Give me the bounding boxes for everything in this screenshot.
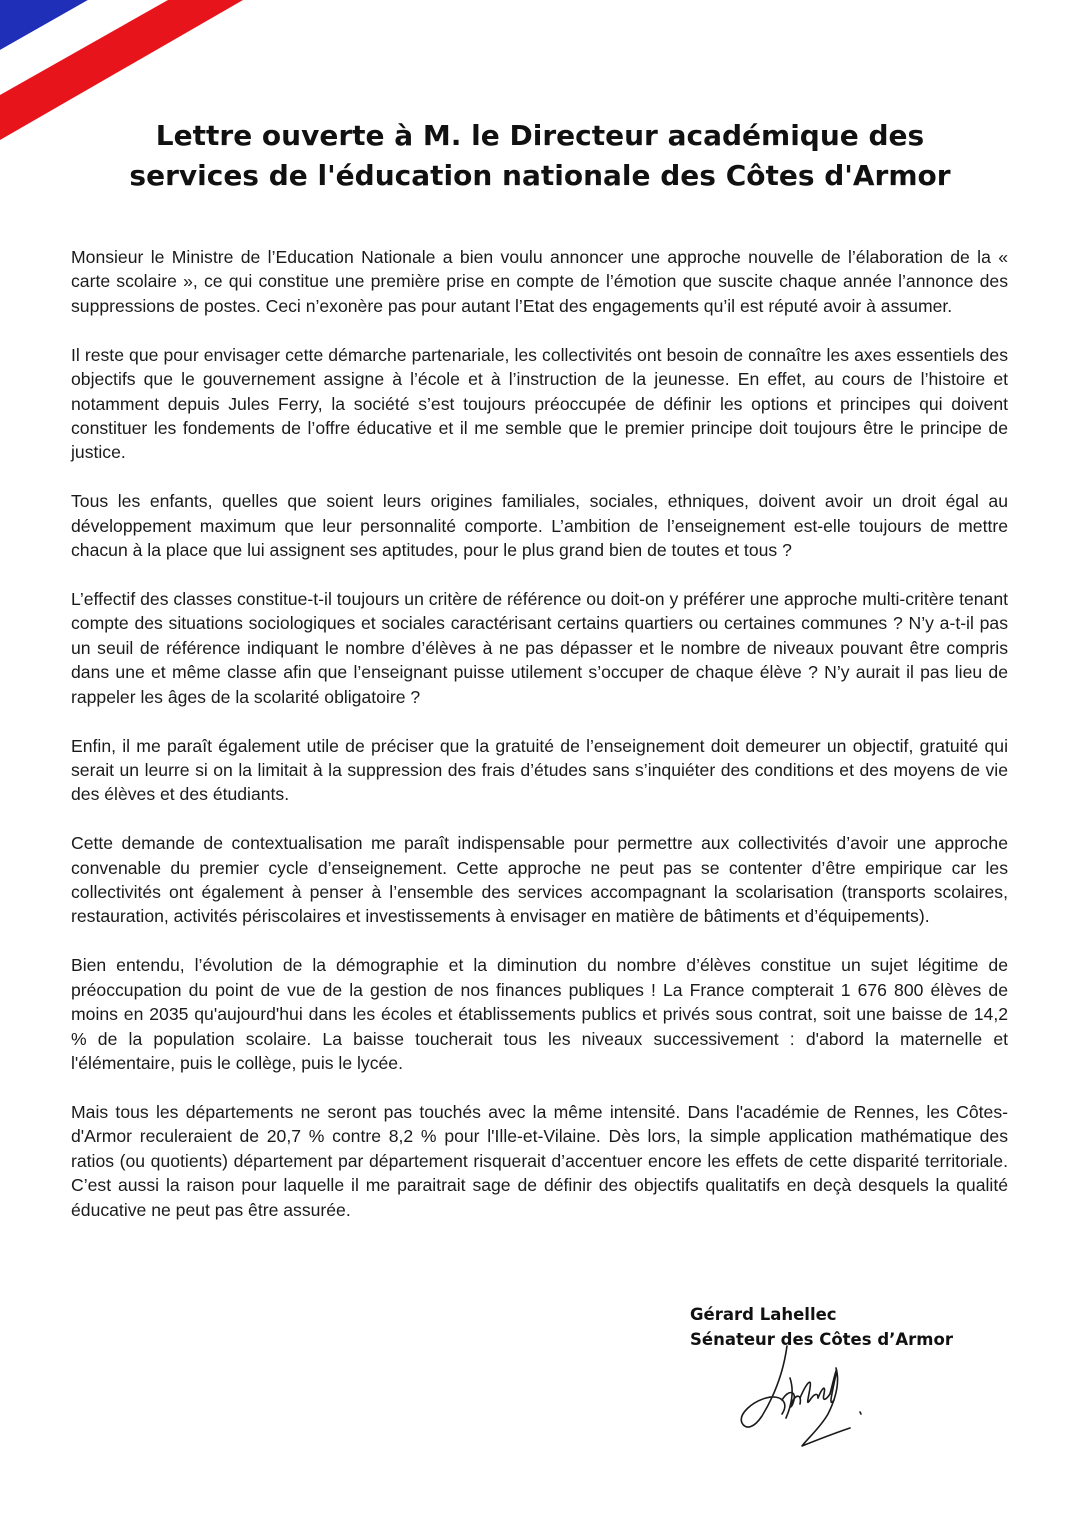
paragraph-1: Monsieur le Ministre de l’Education Nationale a bien voulu annoncer une approche nouvelle de l’élaboration de la « carte scolaire », ce qui constitue une première prise en compte de l’émotion que suscite chaque année l’annonce des suppressions de postes. Ceci n’exonère pas pour autant l’Etat des engagements qu’il est réputé avoir à assumer.	[71, 247, 1008, 316]
paragraph-5: Enfin, il me paraît également utile de préciser que la gratuité de l’enseignement doit demeurer un objectif, gratuité qui serait un leurre si on la limitait à la suppression des frais d’études sans s’inquiéter des conditions et des moyens de vie des élèves et des étudiants.	[71, 735, 1008, 805]
paragraph-4: L’effectif des classes constitue-t-il toujours un critère de référence ou doit-on y préférer une approche multi-critère tenant compte des situations sociologiques et sociales caractérisant certains quartiers ou certaines communes ? N’y a-t-il pas un seuil de référence indiquant le nombre d’élèves à ne pas dépasser et le nombre de niveaux pouvant être compris dans une et même classe afin que l’enseignant puisse utilement s’occuper de chaque élève ? N’y aurait il pas lieu de rappeler les âges de la scolarité obligatoire ?	[71, 588, 1008, 707]
paragraph-2: Il reste que pour envisager cette démarche partenariale, les collectivités ont besoin de connaître les axes essentiels des objectifs que le gouvernement assigne à l’école et à l’instruction de la jeunesse. En effet, au cours de l’histoire et notamment depuis Jules Ferry, la société s’est toujours préoccupée de définir les options et principes qui doivent constituer les fondements de l’offre éducative et il me semble que le premier principe doit toujours être le principe de justice.	[71, 344, 1008, 463]
paragraph-3: Tous les enfants, quelles que soient leurs origines familiales, sociales, ethniques, doivent avoir un droit égal au développement maximum que leur personnalité comporte. L’ambition de l’enseignement est-elle toujours de mettre chacun à la place que lui assignent ses aptitudes, pour le plus grand bien de toutes et tous ?	[71, 491, 1008, 561]
signatory-name: Gérard Lahellec	[690, 1305, 837, 1324]
handwritten-signature	[732, 1338, 877, 1458]
letter-body	[71, 245, 1008, 1246]
letter-title	[60, 116, 1020, 196]
paragraph-7: Bien entendu, l’évolution de la démographie et la diminution du nombre d’élèves constitue un sujet légitime de préoccupation du point de vue de la gestion de nos finances publiques ! La France compterait 1 676 800 élèves de moins en 2035 qu'aujourd'hui dans les écoles et établissements publics et privés sous contrat, soit une baisse de 14,2 % de la population scolaire. La baisse toucherait tous les niveaux successivement : d'abord la maternelle et l'élémentaire, puis le collège, puis le lycée.	[71, 955, 1008, 1073]
title-line-1: Lettre ouverte à M. le Directeur académique des	[155, 119, 925, 152]
paragraph-8: Mais tous les départements ne seront pas touchés avec la même intensité. Dans l'académie de Rennes, les Côtes-d'Armor reculeraient de 20,7 % contre 8,2 % pour l'Ille-et-Vilaine. Dès lors, la simple application mathématique des ratios (ou quotients) département par département risquerait d’accentuer encore les effets de cette disparité territoriale. C’est aussi la raison pour laquelle il me paraitrait sage de définir des objectifs qualitatifs en deçà desquels la qualité éducative ne peut pas être assurée.	[71, 1101, 1008, 1220]
signatory-title: Sénateur des Côtes d’Armor	[690, 1330, 953, 1349]
title-line-2: services de l'éducation nationale des Côtes d'Armor	[129, 159, 951, 192]
paragraph-6: Cette demande de contextualisation me paraît indispensable pour permettre aux collectivités d’avoir une approche convenable du premier cycle d’enseignement. Cette approche ne peut pas se contenter d’être empirique car les collectivités ont également à penser à l’ensemble des services accompagnant la scolarisation (transports scolaires, restauration, activités périscolaires et investissements à envisager en matière de bâtiments et d’équipements).	[71, 833, 1008, 927]
